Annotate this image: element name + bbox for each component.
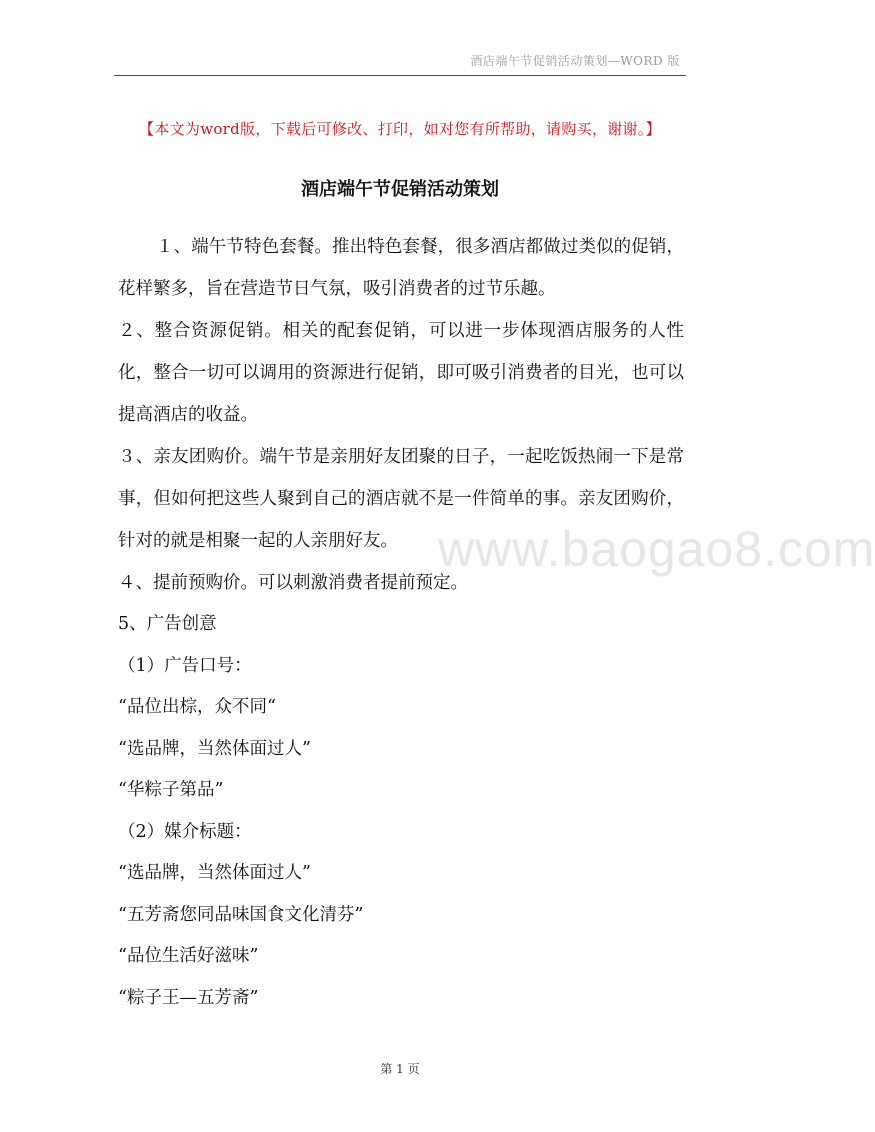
paragraph-resource-promotion: ２、整合资源促销。相关的配套促销，可以进一步体现酒店服务的人性化，整合一切可以调用的资源进行促销，即可吸引消费者的目光，也可以提高酒店的收益。 bbox=[118, 321, 684, 425]
purchase-notice: 【本文为word版，下载后可修改、打印，如对您有所帮助，请购买，谢谢。】 bbox=[139, 120, 661, 138]
paragraph-presale-price: ４、提前预购价。可以刺激消费者提前预定。 bbox=[118, 573, 468, 593]
section-heading-ad-creative: 5、广告创意 bbox=[118, 614, 217, 634]
page-header-text: 酒店端午节促销活动策划—WORD 版 bbox=[470, 54, 680, 68]
slogan-line: “选品牌，当然体面过人” bbox=[118, 738, 311, 759]
paragraph-group-price: ３、亲友团购价。端午节是亲朋好友团聚的日子，一起吃饭热闹一下是常事，但如何把这些人聚到自己的酒店就不是一件简单的事。亲友团购价，针对的就是相聚一起的人亲朋好友。 bbox=[118, 447, 684, 551]
media-title-line: “粽子王—五芳斋” bbox=[118, 987, 259, 1008]
document-body bbox=[118, 226, 684, 1019]
header-divider bbox=[114, 75, 686, 76]
site-watermark: www.baogao8.com bbox=[438, 521, 875, 577]
page-number: 第 1 页 bbox=[380, 1062, 420, 1076]
subheading-media-titles: （2）媒介标题： bbox=[118, 821, 252, 842]
slogan-line: “华粽子第品” bbox=[118, 780, 224, 800]
media-title-line: “选品牌，当然体面过人” bbox=[118, 863, 311, 883]
subheading-ad-slogans: （1）广告口号： bbox=[118, 655, 252, 676]
slogan-line: “品位出棕，众不同“ bbox=[118, 697, 276, 717]
document-title: 酒店端午节促销活动策划 bbox=[301, 179, 499, 200]
media-title-line: “品位生活好滋味” bbox=[118, 946, 259, 966]
paragraph-special-package: １、端午节特色套餐。推出特色套餐，很多酒店都做过类似的促销，花样繁多，旨在营造节日气氛，吸引消费者的过节乐趣。 bbox=[118, 237, 684, 299]
media-title-line: “五芳斋您同品味国食文化清芬” bbox=[118, 904, 364, 925]
